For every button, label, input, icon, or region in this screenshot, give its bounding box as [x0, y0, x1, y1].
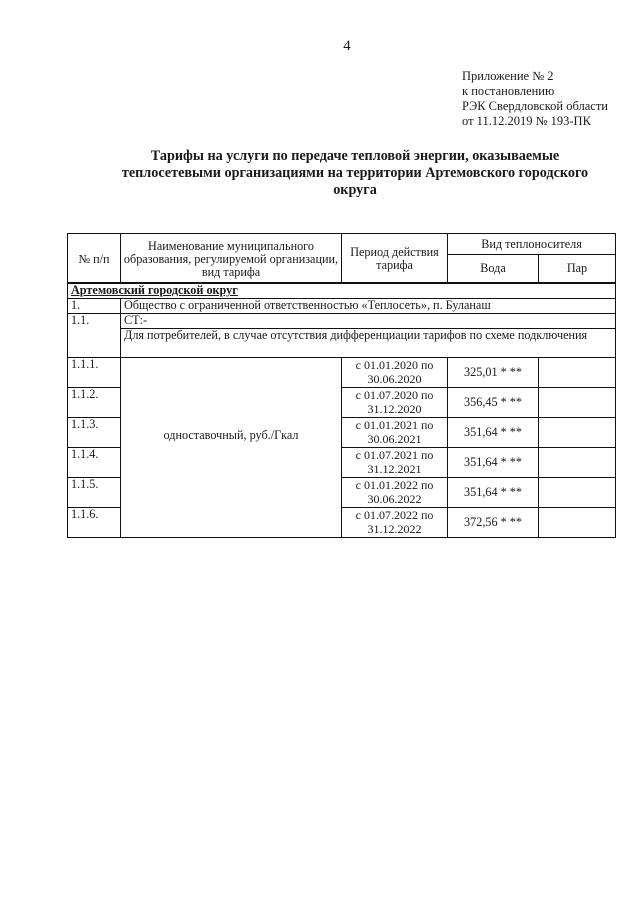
row-steam	[539, 418, 616, 448]
row-num: 1.1.3.	[68, 418, 121, 448]
row-num: 1.1.2.	[68, 388, 121, 418]
row-num: 1.1.5.	[68, 478, 121, 508]
page-number: 4	[343, 38, 351, 54]
row-steam	[539, 478, 616, 508]
header-steam: Пар	[539, 255, 616, 284]
header-period: Период действия тарифа	[342, 234, 448, 284]
appendix-line: от 11.12.2019 № 193-ПК	[462, 114, 591, 128]
org-name: Общество с ограниченной ответственностью «Теплосеть», п. Буланаш	[121, 299, 616, 314]
row-num: 1.1.6.	[68, 508, 121, 538]
consumer-note: Для потребителей, в случае отсутствия дифференциации тарифов по схеме подключения	[121, 329, 616, 358]
row-period: с 01.07.2022 по 31.12.2022	[342, 508, 448, 538]
row-steam	[539, 388, 616, 418]
row-period: с 01.07.2021 по 31.12.2021	[342, 448, 448, 478]
row-water: 351,64 * **	[448, 448, 539, 478]
row-water: 325,01 * **	[448, 358, 539, 388]
row-num: 1.1.4.	[68, 448, 121, 478]
row-steam	[539, 508, 616, 538]
appendix-line: к постановлению	[462, 84, 555, 98]
title-line: Тарифы на услуги по передаче тепловой энергии, оказываемые	[150, 148, 560, 164]
tariff-type	[121, 358, 342, 538]
header-num: № п/п	[68, 234, 121, 284]
row-period: с 01.01.2022 по 30.06.2022	[342, 478, 448, 508]
row-water: 351,64 * **	[448, 478, 539, 508]
table-row	[68, 358, 616, 388]
tariff-type-label: одноставочный, руб./Гкал	[163, 428, 299, 442]
row-water: 356,45 * **	[448, 388, 539, 418]
header-carrier: Вид теплоносителя	[448, 234, 616, 255]
appendix-block	[462, 69, 608, 129]
row-period: с 01.01.2021 по 30.06.2021	[342, 418, 448, 448]
tariff-table	[67, 233, 616, 538]
appendix-line: РЭК Свердловской области	[462, 99, 608, 113]
row-period: с 01.07.2020 по 31.12.2020	[342, 388, 448, 418]
row-steam	[539, 358, 616, 388]
title-line: округа	[333, 182, 377, 198]
row-steam	[539, 448, 616, 478]
appendix-line: Приложение № 2	[462, 69, 554, 83]
header-water: Вода	[448, 255, 539, 284]
row-period: с 01.01.2020 по 30.06.2020	[342, 358, 448, 388]
section-title: Артемовский городской округ	[68, 283, 616, 299]
document-title	[90, 148, 620, 199]
org-num: 1.	[68, 299, 121, 314]
title-line: теплосетевыми организациями на территории Артемовского городского	[121, 165, 589, 181]
header-name: Наименование муниципального образования, регулируемой организации, вид тарифа	[121, 234, 342, 284]
row-water: 351,64 * **	[448, 418, 539, 448]
ct-label: СТ:-	[121, 314, 616, 329]
row-water: 372,56 * **	[448, 508, 539, 538]
ct-num: 1.1.	[68, 314, 121, 358]
row-num: 1.1.1.	[68, 358, 121, 388]
